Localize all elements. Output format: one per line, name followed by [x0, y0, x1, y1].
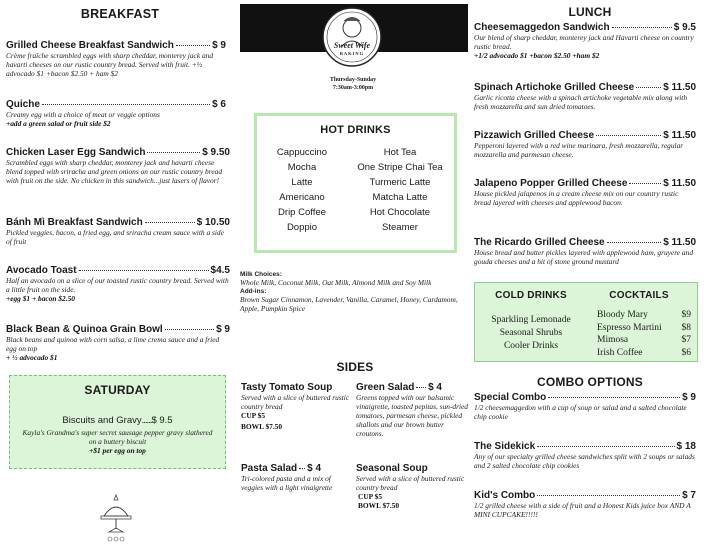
item-name: Grilled Cheese Breakfast Sandwich [6, 40, 174, 51]
item-price: $6 [681, 347, 691, 358]
item-cup: CUP $5 [358, 492, 383, 501]
item-desc: Half an avocado on a slice of our toasted rustic country bread. Served with a little fruit on the side. [6, 276, 229, 294]
cold-drinks-title: COLD DRINKS [495, 290, 567, 301]
drink-item: Americano [279, 192, 325, 203]
hours [300, 76, 406, 92]
menu-item [6, 217, 230, 246]
cocktails-col [587, 283, 697, 361]
logo-text [320, 42, 384, 58]
item-desc: Scrambled eggs with sharp cheddar, monterey jack and havarti cheese blend topped with sriracha and green onions on our rustic country bread with fruit on the side. No chicken in this sandwich...just lasers of flavor! [6, 158, 223, 185]
item-name: Chicken Laser Egg Sandwich [6, 147, 146, 158]
drink-item: Steamer [382, 222, 418, 233]
item-name: Irish Coffee [597, 347, 643, 358]
item-bowl: BOWL $7.50 [358, 501, 400, 510]
item-name: Avocado Toast [6, 265, 77, 276]
cocktails-title: COCKTAILS [609, 290, 669, 301]
item-name: Seasonal Soup [356, 463, 428, 474]
item-desc: Any of our specialty grilled cheese sandwiches split with 2 soups or salads and 2 salted chocolate chip cookies [474, 452, 695, 470]
menu-item [6, 147, 230, 185]
drink-item: Drip Coffee [278, 207, 326, 218]
item-name: Pizzawich Grilled Cheese [474, 130, 595, 141]
cocktail-item [597, 334, 691, 347]
menu-item [474, 237, 696, 266]
drink-item: Cappuccino [276, 147, 328, 158]
hot-drinks-title: HOT DRINKS [320, 124, 391, 136]
item-price: $9 [681, 310, 691, 320]
saturday-item: Biscuits and Gravy ...... $ 9.5 [62, 415, 173, 426]
cocktail-item [597, 309, 691, 322]
menu-item [6, 40, 226, 78]
combo-title: COMBO OPTIONS [537, 375, 643, 389]
item-name: Black Bean & Quinoa Grain Bowl [6, 324, 163, 335]
item-price: $ 7 [682, 490, 696, 501]
item-addon: + ½ advocado $1 [6, 353, 58, 362]
item-name: The Ricardo Grilled Cheese [474, 237, 605, 248]
saturday-box [9, 375, 226, 469]
cold-drink-item: Sparkling Lemonade [491, 315, 571, 325]
item-desc: House bread and butter pickles layered with applewood ham, gruyere and gouda cheeses and a hit of stone ground mustard [474, 248, 694, 266]
item-name: Spinach Artichoke Grilled Cheese [474, 82, 635, 93]
addins-text: Brown Sugar Cinnamon, Lavender, Vanilla, Caramel, Honey, Cardamom, Apple, Pumpkin Spice [240, 295, 458, 313]
item-price: $4.5 [210, 265, 230, 276]
item-desc: Served with a slice of buttered rustic country bread [356, 474, 465, 492]
milk-label: Milk Choices: [240, 271, 282, 278]
menu-item [356, 382, 468, 438]
item-desc: House pickled jalapenos in a cream cheese mix on our country rustic bread layered with cheeses and applewood bacon. [474, 189, 679, 207]
item-price: $ 18 [676, 441, 696, 452]
addins-label: Add-ins: [240, 288, 267, 295]
item-desc: Pickled veggies, bacon, a fried egg, and sriracha cream sauce with a side of fruit [6, 228, 224, 246]
cold-drink-item: Cooler Drinks [503, 341, 559, 351]
item-name: The Sidekick [474, 441, 536, 452]
item-price: $ 10.50 [196, 217, 230, 228]
cold-drinks-box [474, 282, 698, 362]
item-price: $ 11.50 [663, 178, 696, 189]
item-price: $ 6 [212, 99, 226, 110]
item-desc: Pepperoni layered with a red wine marinara, fresh mozzarella, regular mozzarella and parmesan cheese. [474, 141, 684, 159]
menu-item [241, 463, 351, 492]
hot-drinks-right [348, 145, 452, 235]
item-price: $ 9 [216, 324, 230, 335]
menu-item [241, 382, 351, 431]
item-name: Biscuits and Gravy [62, 415, 142, 426]
drink-item: Hot Chocolate [369, 207, 431, 218]
drink-item: Matcha Latte [372, 192, 428, 203]
menu-item [474, 490, 696, 519]
cold-drinks-col [475, 283, 587, 361]
item-desc: Kayla's Grandma's super secret sausage pepper gravy slathered on a buttery biscuit [22, 428, 213, 446]
item-name: Tasty Tomato Soup [241, 382, 333, 393]
item-price: $ 4 [428, 382, 442, 393]
item-price: $ 11.50 [663, 130, 696, 141]
item-price: $7 [681, 335, 691, 345]
item-addon: +add a green salad or fruit side $2 [6, 119, 111, 128]
milk-text: Whole Milk, Coconut Milk, Oat Milk, Almond Milk and Soy Milk [240, 278, 432, 287]
menu-item [474, 130, 696, 159]
drink-item: Hot Tea [383, 147, 417, 158]
item-desc: Crème fraîche scrambled eggs with sharp cheddar, monterey jack and havarti cheeses on our rustic country bread. Served with fruit. +½ advocado $1 +bacon $2.50 + ham $2 [6, 51, 214, 78]
item-name: Pasta Salad [241, 463, 298, 474]
item-price: $ 11.50 [663, 82, 696, 93]
item-desc: Greens topped with our balsamic vinaigrette, toasted pepitas, sun-dried tomatoes, parmesan cheese, pickled shallots and our brown butter croutons. [356, 393, 469, 438]
item-desc: Served with a slice of buttered rustic country bread [241, 393, 350, 411]
item-price: $ 9.5 [151, 415, 173, 426]
sides-title: SIDES [336, 360, 374, 374]
menu-item [6, 324, 230, 362]
menu-item [6, 99, 226, 128]
drink-item: Doppio [286, 222, 318, 233]
menu-item [474, 392, 696, 421]
drink-item: One Stripe Chai Tea [357, 162, 443, 173]
item-name: Green Salad [356, 382, 415, 393]
milk-choices [240, 271, 465, 313]
drink-item: Latte [291, 177, 313, 188]
drink-item: Turmeric Latte [369, 177, 431, 188]
breakfast-title: BREAKFAST [80, 7, 160, 21]
menu-item [6, 265, 230, 303]
item-price: $ 9 [682, 392, 696, 403]
menu-item [474, 82, 696, 111]
hours-days: Thursday-Sunday [329, 77, 377, 83]
cold-drink-item: Seasonal Shrubs [499, 328, 563, 338]
saturday-title: SATURDAY [84, 383, 151, 397]
lunch-title: LUNCH [568, 5, 612, 19]
hot-drinks-left [259, 145, 345, 235]
item-name: Cheesemaggedon Sandwich [474, 22, 610, 33]
item-name: Bánh Mì Breakfast Sandwich [6, 217, 143, 228]
menu-item [356, 463, 468, 510]
item-addon: +1/2 advocado $1 +bacon $2.50 +ham $2 [474, 51, 600, 60]
item-name: Mimosa [597, 335, 629, 345]
drink-item: Mocha [287, 162, 317, 173]
hot-drinks-box [254, 113, 457, 253]
item-desc: Our blend of sharp cheddar, monterey jack and Havarti cheese on country rustic bread. [474, 33, 694, 51]
item-addon: +egg $1 + bacon $2.50 [6, 294, 75, 303]
item-name: Espresso Martini [597, 322, 662, 333]
menu-item [474, 441, 696, 470]
item-price: $8 [681, 322, 691, 333]
cocktail-item [597, 322, 691, 335]
item-desc: 1/2 grilled cheese with a side of fruit and a Honest Kids juice box AND A MINI CUPCAKE!!!!! [474, 501, 691, 519]
item-cup: CUP $5 [241, 411, 266, 420]
item-desc: Tri-colored pasta and a mix of veggies with a light vinaigrette [241, 474, 333, 492]
item-desc: Garlic ricotta cheese with a spinach artichoke vegetable mix along with fresh mozzarella and sun dried tomatoes. [474, 93, 688, 111]
item-name: Quiche [6, 99, 40, 110]
item-name: Kid's Combo [474, 490, 536, 501]
item-price: $ 9.5 [673, 22, 696, 33]
menu-item [474, 22, 696, 60]
item-addon: +$1 per egg on top [89, 446, 146, 455]
menu-item [474, 178, 696, 207]
logo-line2: BAKING [339, 51, 365, 56]
item-price: $ 9 [212, 40, 226, 51]
item-desc: 1/2 cheesemaggedon with a cup of soup or salad and a salted chocolate chip cookie [474, 403, 687, 421]
item-price: $ 11.50 [663, 237, 696, 248]
item-bowl: BOWL $7.50 [241, 422, 283, 431]
cake-stand-icon [96, 492, 136, 547]
item-name: Bloody Mary [597, 310, 648, 320]
item-desc: Creamy egg with a choice of meat or veggie options [6, 110, 160, 119]
item-name: Special Combo [474, 392, 547, 403]
item-price: $ 9.50 [202, 147, 230, 158]
cocktail-item [597, 347, 691, 360]
hours-time: 7:30am-3:00pm [332, 85, 374, 91]
item-name: Jalapeno Popper Grilled Cheese [474, 178, 628, 189]
item-price: $ 4 [307, 463, 322, 474]
logo-badge-icon [320, 6, 384, 68]
item-desc: Black beans and quinoa with corn salsa, a lime crema sauce and a fried egg on top [6, 335, 220, 353]
logo-line1: Sweet Wife [333, 41, 371, 50]
